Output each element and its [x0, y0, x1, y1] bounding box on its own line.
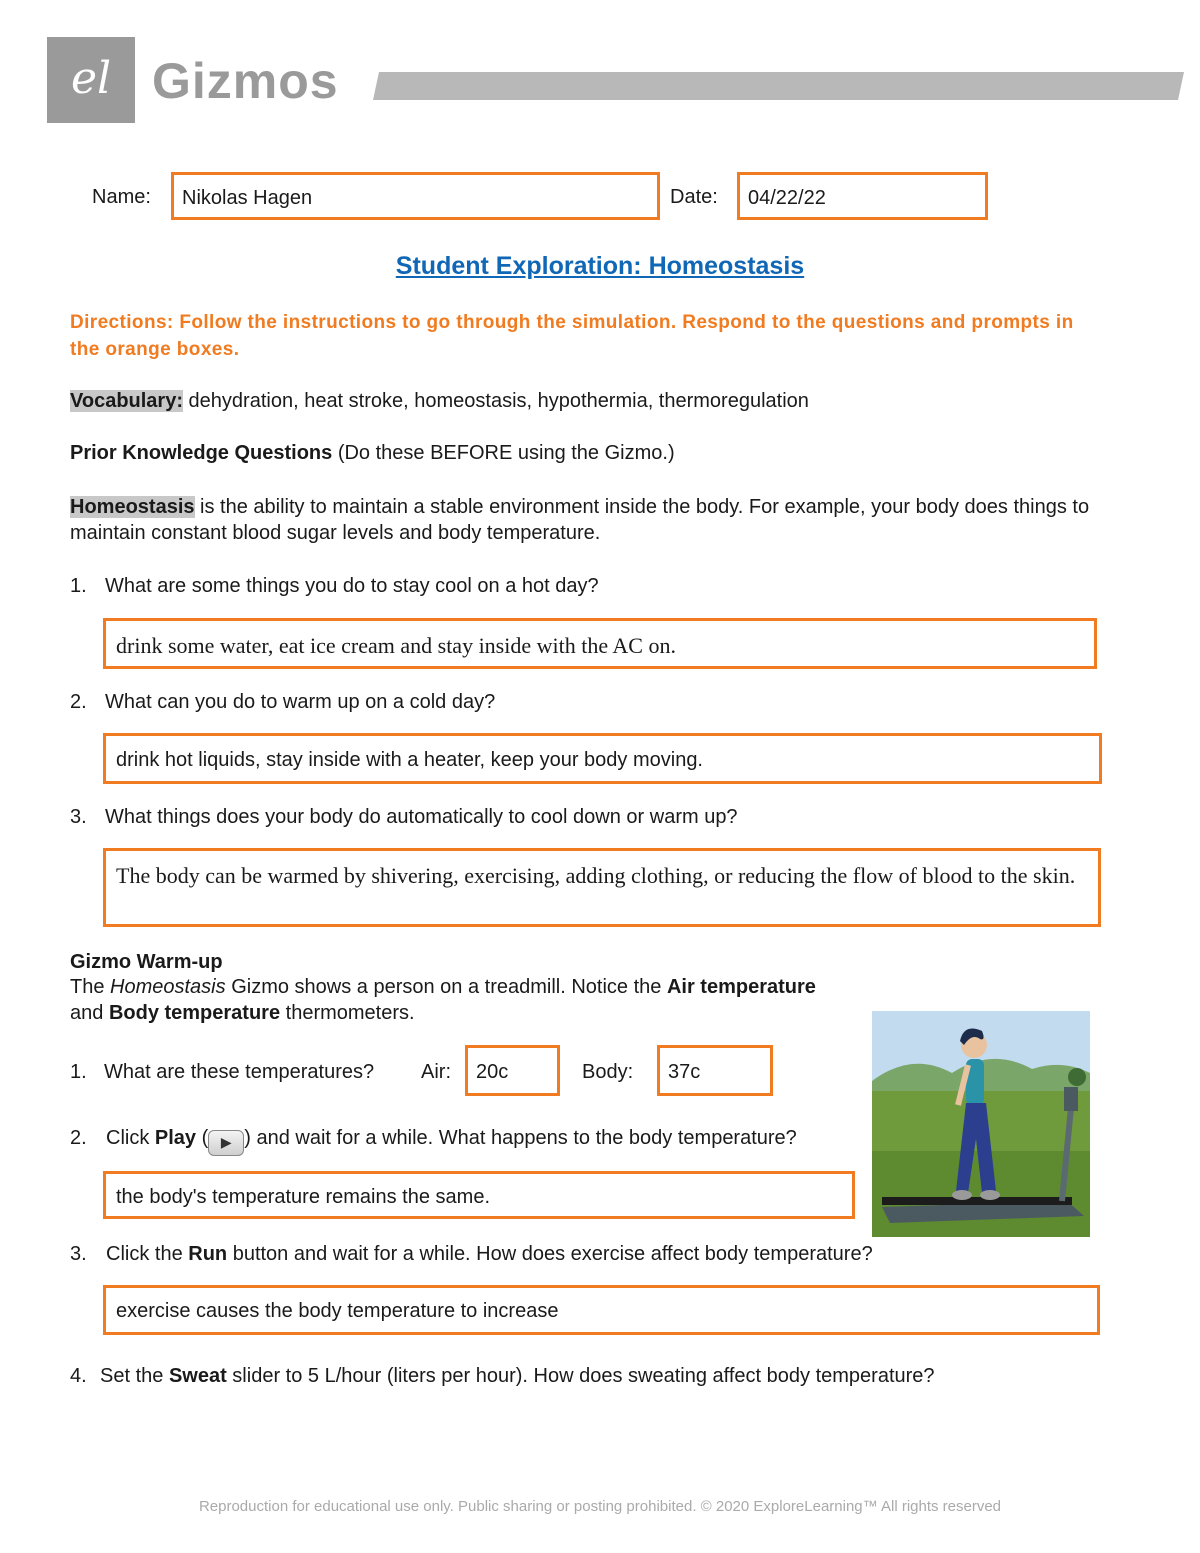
- answer-box[interactable]: drink hot liquids, stay inside with a heater, keep your body moving.: [103, 733, 1102, 784]
- directions: Directions: Follow the instructions to go through the simulation. Respond to the questions and prompts in the orange boxes.: [70, 312, 1074, 360]
- header-bar: [373, 72, 1184, 100]
- play-icon[interactable]: ▶: [208, 1130, 244, 1156]
- answer-box[interactable]: drink some water, eat ice cream and stay inside with the AC on.: [103, 618, 1097, 669]
- question-number: 3.: [70, 806, 87, 828]
- name-label: Name:: [92, 186, 151, 208]
- footer-copyright: Reproduction for educational use only. Public sharing or posting prohibited. © 2020 ExploreLearning™ All rights reserved: [198, 1498, 1002, 1515]
- logo-mark: el: [47, 37, 135, 123]
- vocabulary-label: Vocabulary:: [70, 390, 183, 412]
- treadmill-console: [1064, 1087, 1078, 1111]
- question-number: 1.: [70, 1061, 87, 1083]
- vocabulary: Vocabulary: dehydration, heat stroke, homeostasis, hypothermia, thermoregulation: [70, 390, 809, 412]
- question-number: 2.: [70, 1127, 87, 1149]
- runner-shoe: [980, 1190, 1000, 1200]
- warmup-heading: Gizmo Warm-up: [70, 951, 223, 973]
- question-text: Click Play ( ▶ ) and wait for a while. What happens to the body temperature?: [106, 1125, 797, 1156]
- runner-shoe: [952, 1190, 972, 1200]
- page-title: Student Exploration: Homeostasis: [395, 252, 805, 280]
- date-field[interactable]: 04/22/22: [737, 172, 988, 220]
- brand-name: Gizmos: [152, 53, 339, 109]
- tree: [1068, 1068, 1086, 1086]
- date-label: Date:: [670, 186, 718, 208]
- treadmill-runner-illustration: [872, 1011, 1090, 1237]
- air-label: Air:: [421, 1061, 451, 1083]
- air-temperature-field[interactable]: 20c: [465, 1045, 560, 1096]
- homeostasis-term: Homeostasis: [70, 496, 195, 518]
- homeostasis-definition: Homeostasis is the ability to maintain a stable environment inside the body. For example, your body does things to maintain constant blood sugar levels and body temperature.: [70, 496, 1090, 544]
- question-text: What are these temperatures?: [104, 1061, 375, 1083]
- prior-knowledge-heading: Prior Knowledge Questions (Do these BEFORE using the Gizmo.): [70, 442, 675, 464]
- question-number: 3.: [70, 1243, 87, 1265]
- answer-box[interactable]: exercise causes the body temperature to increase: [103, 1285, 1100, 1335]
- question-text: Set the Sweat slider to 5 L/hour (liters per hour). How does sweating affect body temperature?: [100, 1365, 935, 1387]
- question-number: 2.: [70, 691, 87, 713]
- warmup-intro: The Homeostasis Gizmo shows a person on a treadmill. Notice the Air temperature and Body temperature thermometers.: [70, 976, 816, 1024]
- question-number: 4.: [70, 1365, 87, 1387]
- name-field[interactable]: Nikolas Hagen: [171, 172, 660, 220]
- body-temperature-field[interactable]: 37c: [657, 1045, 773, 1096]
- body-label: Body:: [582, 1061, 634, 1083]
- question-text: What things does your body do automatically to cool down or warm up?: [105, 806, 738, 828]
- question-text: What are some things you do to stay cool on a hot day?: [105, 575, 599, 597]
- treadmill-belt: [882, 1197, 1072, 1205]
- question-number: 1.: [70, 575, 87, 597]
- question-text: What can you do to warm up on a cold day?: [105, 691, 496, 713]
- answer-box[interactable]: The body can be warmed by shivering, exercising, adding clothing, or reducing the flow of blood to the skin.: [103, 848, 1101, 927]
- question-text: Click the Run button and wait for a while. How does exercise affect body temperature?: [106, 1243, 873, 1265]
- answer-box[interactable]: the body's temperature remains the same.: [103, 1171, 855, 1219]
